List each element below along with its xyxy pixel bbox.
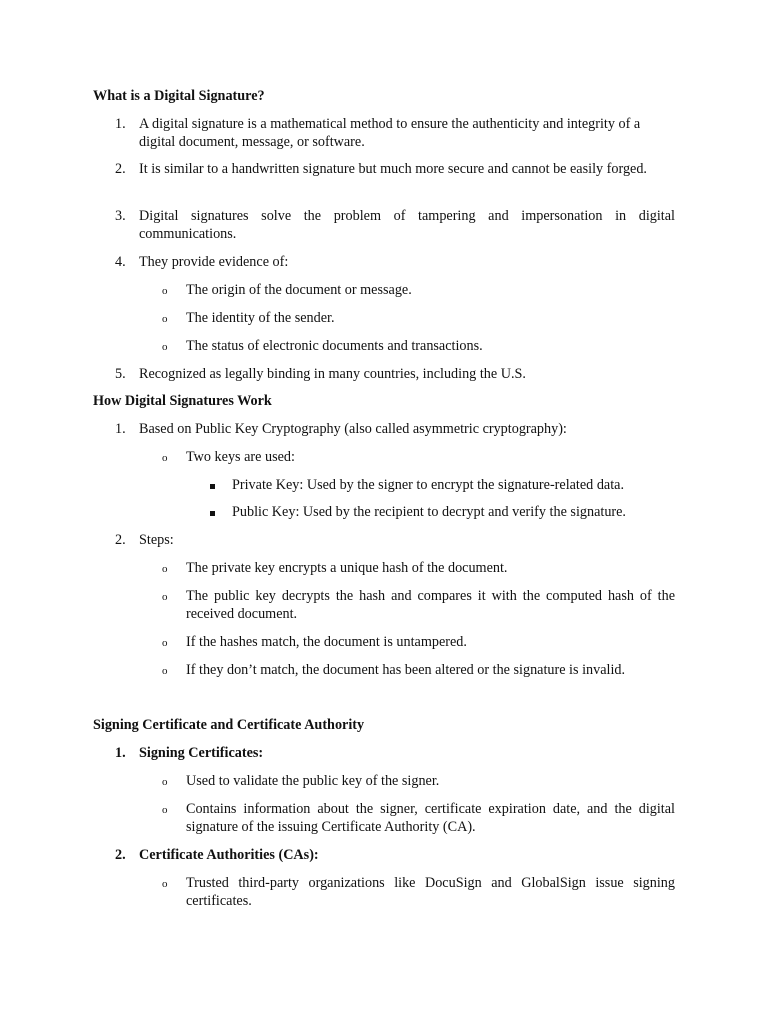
list-text: Recognized as legally binding in many countries, including the U.S. — [139, 366, 526, 382]
list-text: The identity of the sender. — [186, 310, 335, 326]
list-number: 4. — [115, 254, 126, 270]
list-text: Used to validate the public key of the signer. — [186, 773, 440, 789]
bullet-o-icon: o — [162, 285, 168, 297]
list-text: If the hashes match, the document is untampered. — [186, 634, 467, 650]
bullet-o-icon: o — [162, 776, 168, 788]
list-text: The status of electronic documents and transactions. — [186, 338, 483, 354]
bullet-o-icon: o — [162, 313, 168, 325]
list-text: Trusted third-party organizations like DocuSign and GlobalSign issue signing certificates. — [186, 875, 675, 909]
list-text: Based on Public Key Cryptography (also called asymmetric cryptography): — [139, 421, 567, 437]
list-number: 1. — [115, 116, 126, 132]
square-bullet-icon — [210, 476, 220, 494]
section-heading-how-it-works: How Digital Signatures Work — [93, 393, 272, 409]
list-number: 5. — [115, 366, 126, 382]
list-text: Private Key: Used by the signer to encrypt the signature-related data. — [232, 477, 624, 493]
list-text: If they don’t match, the document has been altered or the signature is invalid. — [186, 662, 626, 678]
section-heading-certificates: Signing Certificate and Certificate Authority — [93, 717, 365, 733]
bullet-o-icon: o — [162, 452, 168, 464]
list-text: A digital signature is a mathematical method to ensure the authenticity and integrity of a digital document, message, or software. — [139, 116, 641, 150]
bullet-o-icon: o — [162, 341, 168, 353]
bullet-o-icon: o — [162, 591, 168, 603]
square-bullet-icon — [210, 503, 220, 521]
list-number: 1. — [115, 421, 126, 437]
list-text: The private key encrypts a unique hash of the document. — [186, 560, 508, 576]
list-text: Signing Certificates: — [139, 745, 264, 761]
bullet-o-icon: o — [162, 665, 168, 677]
bullet-o-icon: o — [162, 563, 168, 575]
list-text: Public Key: Used by the recipient to decrypt and verify the signature. — [232, 504, 626, 520]
list-text: The public key decrypts the hash and compares it with the computed hash of the received document. — [186, 588, 675, 622]
list-text: Certificate Authorities (CAs): — [139, 847, 319, 863]
list-text: Two keys are used: — [186, 449, 295, 465]
list-number: 2. — [115, 161, 126, 177]
bullet-o-icon: o — [162, 637, 168, 649]
bullet-o-icon: o — [162, 878, 168, 890]
list-number: 2. — [115, 532, 126, 548]
list-text: They provide evidence of: — [139, 254, 289, 270]
list-number: 3. — [115, 208, 126, 224]
list-number: 1. — [115, 745, 126, 761]
list-text: Steps: — [139, 532, 174, 548]
list-text: Contains information about the signer, certificate expiration date, and the digital signature of the issuing Certificate Authority (CA). — [186, 801, 675, 835]
list-number: 2. — [115, 847, 126, 863]
list-text: It is similar to a handwritten signature but much more secure and cannot be easily forged. — [139, 161, 647, 177]
bullet-o-icon: o — [162, 804, 168, 816]
section-heading-what-is: What is a Digital Signature? — [93, 88, 265, 104]
list-text: Digital signatures solve the problem of tampering and impersonation in digital communications. — [139, 208, 675, 242]
list-text: The origin of the document or message. — [186, 282, 412, 298]
